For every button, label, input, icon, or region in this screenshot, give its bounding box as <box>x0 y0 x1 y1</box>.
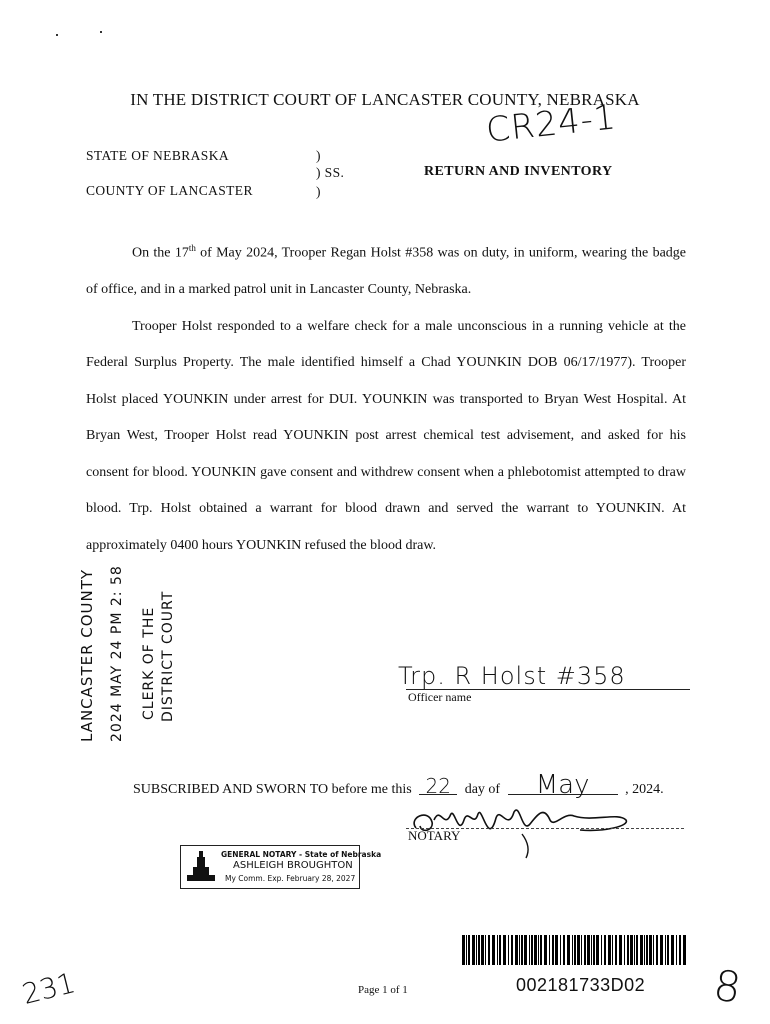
barcode-bar <box>630 935 633 965</box>
court-title: IN THE DISTRICT COURT OF LANCASTER COUNTY, NEBRASKA <box>130 90 640 109</box>
barcode-bar <box>679 935 681 965</box>
sworn-text-start: SUBSCRIBED AND SWORN TO before me this <box>133 782 412 797</box>
barcode-bar <box>627 935 629 965</box>
barcode-bar <box>499 935 501 965</box>
barcode-bar <box>476 935 477 965</box>
margin-note-right: 8 <box>710 960 745 1013</box>
barcode-bar <box>671 935 674 965</box>
barcode-bar <box>466 935 467 965</box>
barcode-bar <box>667 935 669 965</box>
barcode-bar <box>485 935 486 965</box>
barcode-bar <box>492 935 495 965</box>
margin-note-left: 231 <box>18 966 79 1011</box>
month-handwritten: May <box>508 776 618 795</box>
clerk-stamp-clerk: CLERK OF THE <box>141 606 157 720</box>
clerk-stamp-datetime: 2024 MAY 24 PM 2: 58 <box>109 565 125 742</box>
scan-speck <box>100 31 102 33</box>
barcode-bar <box>634 935 635 965</box>
barcode-bar <box>544 935 547 965</box>
barcode-bar <box>615 935 617 965</box>
barcode-bar <box>577 935 580 965</box>
sworn-statement <box>133 770 693 800</box>
notary-stamp-line1: GENERAL NOTARY - State of Nebraska <box>221 850 382 859</box>
barcode-bar <box>683 935 686 965</box>
state-label: STATE OF NEBRASKA <box>86 148 229 163</box>
document-title: RETURN AND INVENTORY <box>424 164 613 179</box>
barcode <box>462 935 686 965</box>
page-number: Page 1 of 1 <box>358 984 408 996</box>
barcode-bar <box>581 935 582 965</box>
barcode-bar <box>640 935 643 965</box>
barcode-bar <box>549 935 550 965</box>
barcode-bar <box>644 935 645 965</box>
barcode-bar <box>593 935 595 965</box>
bracket-top: ) <box>316 148 321 163</box>
barcode-bar <box>612 935 613 965</box>
notary-label: NOTARY <box>408 828 461 843</box>
barcode-bar <box>608 935 611 965</box>
county-label: COUNTY OF LANCASTER <box>86 183 253 198</box>
barcode-bar <box>656 935 658 965</box>
sworn-year: , 2024. <box>625 782 664 797</box>
document-id: 002181733D02 <box>516 975 646 995</box>
barcode-bar <box>646 935 648 965</box>
barcode-bar <box>636 935 638 965</box>
officer-name-label: Officer name <box>408 690 472 704</box>
barcode-bar <box>572 935 573 965</box>
capitol-icon <box>187 849 215 883</box>
barcode-bar <box>481 935 484 965</box>
bracket-bottom: ) <box>316 184 321 199</box>
barcode-bar <box>524 935 527 965</box>
bracket-ss: ) SS. <box>316 165 345 180</box>
barcode-bar <box>519 935 520 965</box>
paragraph-1-start: On the 17 <box>132 245 189 261</box>
barcode-bar <box>567 935 570 965</box>
barcode-bar <box>587 935 590 965</box>
barcode-bar <box>653 935 654 965</box>
barcode-bar <box>563 935 565 965</box>
barcode-bar <box>538 935 539 965</box>
barcode-bar <box>552 935 554 965</box>
barcode-bar <box>601 935 602 965</box>
barcode-bar <box>619 935 622 965</box>
case-number-handwritten: CR24-1 <box>484 97 619 151</box>
barcode-bar <box>665 935 666 965</box>
paragraph-1-rest: of May 2024, Trooper Regan Holst #358 was on duty, in uniform, wearing the badge of office, and in a marked patrol unit in Lancaster County, Nebraska. <box>86 245 687 298</box>
barcode-bar <box>531 935 533 965</box>
barcode-bar <box>660 935 663 965</box>
barcode-bar <box>584 935 586 965</box>
day-handwritten: 22 <box>419 778 457 795</box>
barcode-bar <box>624 935 625 965</box>
barcode-bar <box>521 935 523 965</box>
barcode-bar <box>529 935 530 965</box>
barcode-bar <box>555 935 558 965</box>
barcode-bar <box>560 935 561 965</box>
paragraph-1 <box>86 230 686 309</box>
clerk-stamp-county: LANCASTER COUNTY <box>78 568 96 742</box>
barcode-bar <box>497 935 498 965</box>
barcode-bar <box>540 935 542 965</box>
scan-speck <box>56 34 58 36</box>
barcode-bar <box>515 935 518 965</box>
sworn-text-dayof: day of <box>464 782 501 797</box>
barcode-bar <box>478 935 480 965</box>
barcode-bar <box>503 935 506 965</box>
narrative <box>86 230 686 564</box>
notary-stamp-name: ASHLEIGH BROUGHTON <box>233 860 353 871</box>
barcode-bar <box>508 935 509 965</box>
barcode-bar <box>462 935 465 965</box>
ordinal-suffix: th <box>188 243 196 253</box>
notary-stamp <box>180 845 382 889</box>
paragraph-2: Trooper Holst responded to a welfare check for a male unconscious in a running vehicle at the Federal Surplus Property. The male identified himself a Chad YOUNKIN DOB 06/17/1977). Trooper Holst placed YOUNKIN under arrest for DUI. YOUNKIN was transported to Bryan West Hospital. At Bryan West, Trooper Holst read YOUNKIN post arrest chemical test advisement, and asked for his consent for blood. YOUNKIN gave consent and withdrew consent when a phlebotomist attempted to draw blood. Trp. Holst obtained a warrant for blood drawn and served the warrant to YOUNKIN. At approximately 0400 hours YOUNKIN refused the blood draw. <box>86 318 686 553</box>
barcode-bar <box>511 935 513 965</box>
barcode-bar <box>468 935 470 965</box>
barcode-bar <box>488 935 490 965</box>
clerk-stamp-court: DISTRICT COURT <box>160 590 176 722</box>
barcode-bar <box>676 935 677 965</box>
barcode-bar <box>596 935 599 965</box>
barcode-bar <box>591 935 592 965</box>
barcode-bar <box>472 935 475 965</box>
barcode-bar <box>604 935 606 965</box>
barcode-bar <box>649 935 652 965</box>
officer-signature: Trp. R Holst #358 <box>398 662 626 690</box>
barcode-bar <box>534 935 537 965</box>
notary-stamp-expiry: My Comm. Exp. February 28, 2027 <box>225 874 356 883</box>
barcode-bar <box>574 935 576 965</box>
